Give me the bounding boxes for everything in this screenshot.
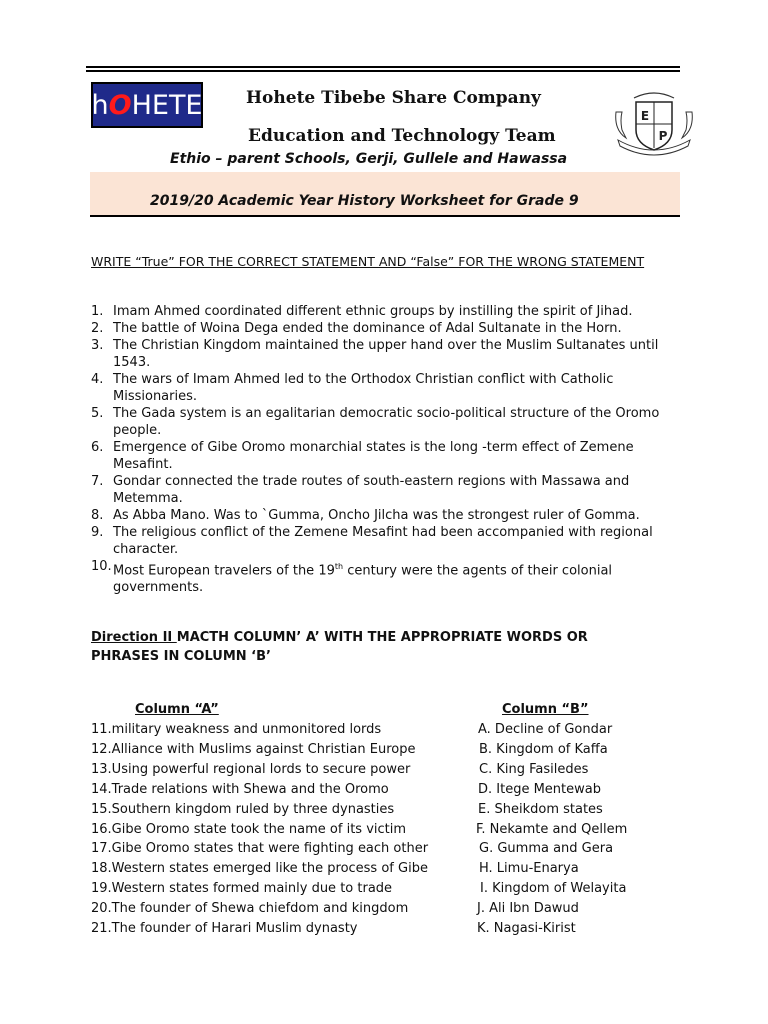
header-rule-top	[86, 66, 680, 68]
list-item: 9. The religious conflict of the Zemene Mesafint had been accompanied with regional character.	[91, 525, 653, 557]
column-a-heading: Column “A”	[135, 702, 219, 717]
table-row: 20.The founder of Shewa chiefdom and kingdom J. Ali Ibn Dawud	[91, 901, 579, 916]
table-row: 18.Western states emerged like the process of Gibe H. Limu-Enarya	[91, 861, 579, 876]
table-row: 11.military weakness and unmonitored lords A. Decline of Gondar	[91, 722, 613, 737]
list-item: 4. The wars of Imam Ahmed led to the Orthodox Christian conflict with Catholic Missionaries.	[91, 372, 614, 404]
table-row: 16.Gibe Oromo state took the name of its victim F. Nekamte and Qellem	[91, 822, 628, 837]
list-item: 3. The Christian Kingdom maintained the upper hand over the Muslim Sultanates until 1543.	[91, 338, 659, 370]
list-item: 1. Imam Ahmed coordinated different ethnic groups by instilling the spirit of Jihad.	[91, 304, 633, 319]
direction-label: Direction II	[91, 630, 177, 645]
logo-letter-rest: HETE	[131, 89, 203, 121]
svg-text:P: P	[658, 129, 668, 143]
table-row: 12.Alliance with Muslims against Christian Europe B. Kingdom of Kaffa	[91, 742, 608, 757]
true-false-list	[91, 303, 691, 596]
table-row: 13.Using powerful regional lords to secure power C. King Fasiledes	[91, 762, 589, 777]
direction-two	[91, 628, 651, 666]
list-item: 8. As Abba Mano. Was to `Gumma, Oncho Jilcha was the strongest ruler of Gomma.	[91, 508, 640, 523]
list-item: 10. Most European travelers of the 19th century were the agents of their colonial governments.	[91, 559, 613, 596]
table-row: 19.Western states formed mainly due to trade I. Kingdom of Welayita	[91, 881, 627, 896]
header-rule-second	[86, 70, 680, 72]
table-row: 15.Southern kingdom ruled by three dynasties E. Sheikdom states	[91, 802, 603, 817]
school-seal-icon	[612, 90, 696, 156]
list-item: 7. Gondar connected the trade routes of south-eastern regions with Massawa and Metemma.	[91, 474, 630, 506]
logo-letter-h: h	[91, 89, 109, 121]
list-item: 5. The Gada system is an egalitarian democratic socio-political structure of the Oromo people.	[91, 406, 660, 438]
worksheet-title: 2019/20 Academic Year History Worksheet for Grade 9	[150, 193, 579, 209]
direction-text: MACTH COLUMN’ A’ WITH THE APPROPRIATE WORDS OR PHRASES IN COLUMN ‘B’	[91, 630, 588, 664]
seal-letters: E	[640, 109, 650, 123]
list-item: 6. Emergence of Gibe Oromo monarchial states is the long -term effect of Zemene Mesafint.	[91, 440, 634, 472]
logo-letter-o: O	[108, 89, 132, 121]
company-name: Hohete Tibebe Share Company	[246, 88, 541, 108]
column-b-heading: Column “B”	[502, 702, 589, 717]
table-row: 17.Gibe Oromo states that were fighting each other G. Gumma and Gera	[91, 841, 614, 856]
list-item: 2. The battle of Woina Dega ended the dominance of Adal Sultanate in the Horn.	[91, 321, 622, 336]
team-name: Education and Technology Team	[248, 126, 556, 146]
true-false-instruction: WRITE “True” FOR THE CORRECT STATEMENT AND “False” FOR THE WRONG STATEMENT	[91, 254, 645, 269]
table-row: 21.The founder of Harari Muslim dynasty K. Nagasi-Kirist	[91, 921, 576, 936]
table-row: 14.Trade relations with Shewa and the Oromo D. Itege Mentewab	[91, 782, 601, 797]
schools-line: Ethio – parent Schools, Gerji, Gullele and Hawassa	[170, 151, 568, 167]
hohete-logo	[91, 82, 203, 128]
